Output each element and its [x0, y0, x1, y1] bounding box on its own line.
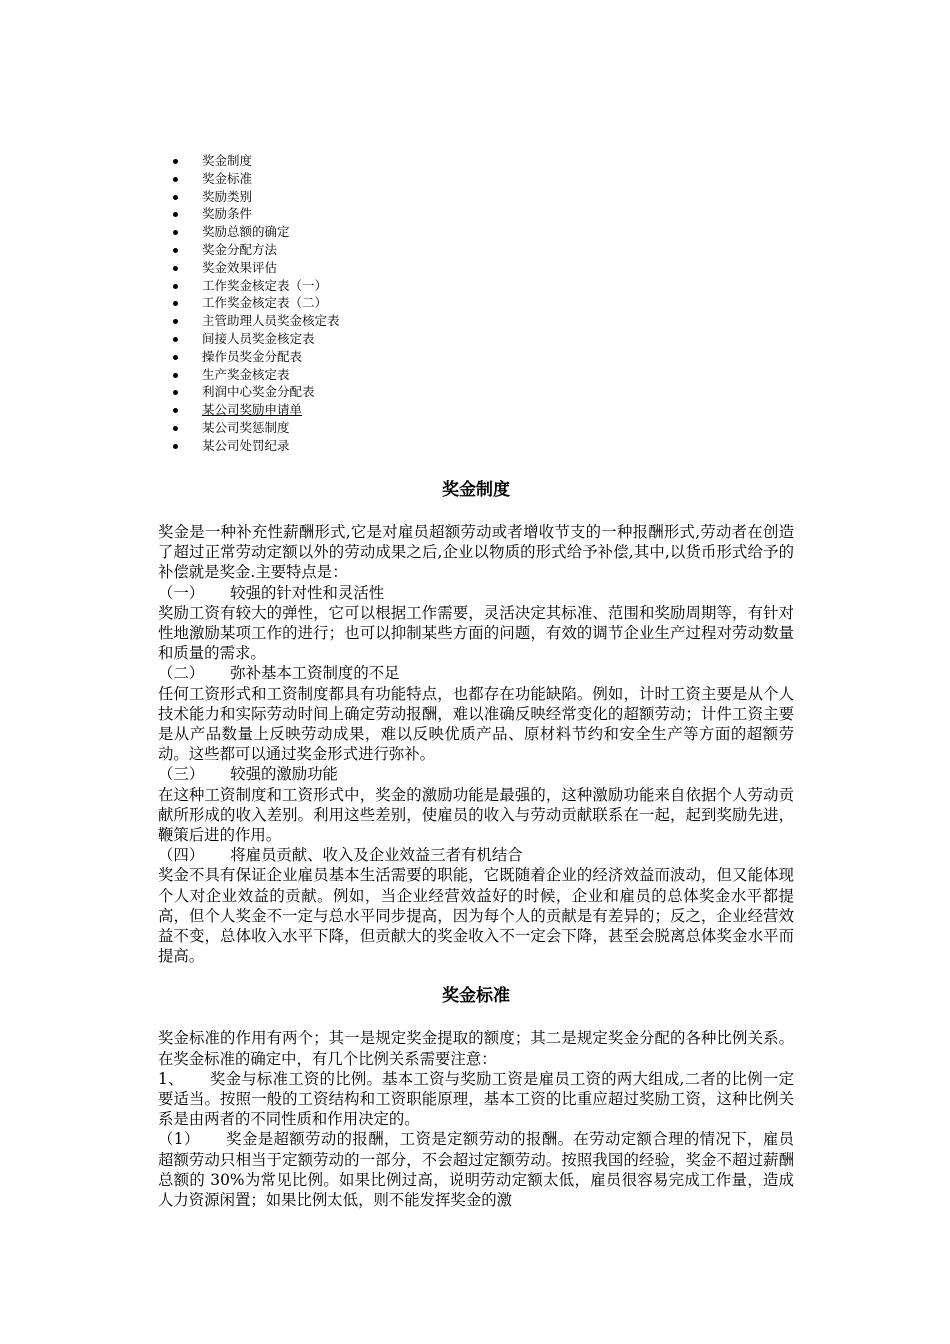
table-of-contents [172, 152, 340, 455]
paragraph: 在这种工资制度和工资形式中，奖金的激励功能是最强的，这种激励功能来自依据个人劳动贡献所形成的收入差别。利用这些差别，使雇员的收入与劳动贡献联系在一起，起到奖励先进，鞭策后进的作用。 [158, 785, 794, 845]
paragraph: 任何工资形式和工资制度都具有功能特点，也都存在功能缺陷。例如，计时工资主要是从个人技术能力和实际劳动时间上确定劳动报酬，难以准确反映经常变化的超额劳动；计件工资主要是从产品数量上反映劳动成果，难以反映优质产品、原材料节约和安全生产等方面的超额劳动。这些都可以通过奖金形式进行弥补。 [158, 684, 794, 764]
feature-number: （四） [158, 846, 205, 865]
numbered-paragraph [158, 1069, 794, 1130]
toc-item[interactable]: 间接人员奖金核定表 [172, 330, 340, 348]
item-number: 1、 [158, 1069, 184, 1088]
feature-heading [158, 764, 794, 784]
toc-item[interactable]: 生产奖金核定表 [172, 366, 340, 384]
paragraph: 奖金标准的作用有两个；其一是规定奖金提取的额度；其二是规定奖金分配的各种比例关系。在奖金标准的确定中，有几个比例关系需要注意： [158, 1029, 794, 1068]
toc-item[interactable]: 奖金标准 [172, 170, 340, 188]
paragraph: 奖金不具有保证企业雇员基本生活需要的职能，它既随着企业的经济效益而波动，但又能体现个人对企业效益的贡献。例如，当企业经营效益好的时候，企业和雇员的总体奖金水平都提高，但个人奖金不一定与总水平同步提高，因为每个人的贡献是有差异的；反之，企业经营效益不变，总体收入水平下降，但贡献大的奖金收入不一定会下降，甚至会脱离总体奖金水平而提高。 [158, 866, 794, 966]
item-body: 奖金与标准工资的比例。基本工资与奖励工资是雇员工资的两大组成,二者的比例一定要适当。按照一般的工资结构和工资职能原理，基本工资的比重应超过奖励工资，这种比例关系是由两者的不同性质和作用决定的。 [158, 1069, 794, 1129]
feature-number: （一） [158, 583, 205, 602]
feature-title: 较强的针对性和灵活性 [230, 583, 385, 602]
paragraph: 奖金是一种补充性薪酬形式,它是对雇员超额劳动或者增收节支的一种报酬形式,劳动者在创造了超过正常劳动定额以外的劳动成果之后,企业以物质的形式给予补偿,其中,以货币形式给予的补偿就是奖金.主要特点是： [158, 523, 794, 582]
item-body: 奖金是超额劳动的报酬，工资是定额劳动的报酬。在劳动定额合理的情况下，雇员超额劳动只相当于定额劳动的一部分，不会超过定额劳动。按照我国的经验，奖金不超过薪酬总额的 30%为常见比例。如果比例过高，说明劳动定额太低，雇员很容易完成工作量，造成人力资源闲置；如果比例太低，则不能发挥奖金的激 [158, 1130, 794, 1210]
toc-item[interactable]: 奖金效果评估 [172, 259, 340, 277]
item-number: （1） [158, 1130, 200, 1149]
feature-title: 弥补基本工资制度的不足 [230, 664, 400, 683]
toc-item[interactable]: 某公司奖惩制度 [172, 419, 340, 437]
toc-item[interactable]: 某公司处罚纪录 [172, 437, 340, 455]
feature-heading [158, 663, 794, 683]
numbered-paragraph [158, 1129, 794, 1210]
toc-item[interactable]: 操作员奖金分配表 [172, 348, 340, 366]
toc-item[interactable]: 工作奖金核定表（一） [172, 277, 340, 295]
feature-title: 较强的激励功能 [230, 765, 338, 784]
document-body [158, 478, 794, 1210]
toc-item-link[interactable]: 某公司奖励申请单 [172, 401, 340, 419]
toc-item[interactable]: 利润中心奖金分配表 [172, 383, 340, 401]
toc-item[interactable]: 奖励条件 [172, 205, 340, 223]
toc-item[interactable]: 奖励类别 [172, 188, 340, 206]
section-title-bonus-standard: 奖金标准 [442, 986, 510, 1007]
paragraph: 奖励工资有较大的弹性，它可以根据工作需要，灵活决定其标准、范围和奖励周期等，有针对性地激励某项工作的进行；也可以抑制某些方面的问题，有效的调节企业生产过程对劳动数量和质量的需求。 [158, 603, 794, 663]
toc-item[interactable]: 奖金制度 [172, 152, 340, 170]
toc-item[interactable]: 奖金分配方法 [172, 241, 340, 259]
section-title-bonus-system: 奖金制度 [442, 480, 510, 500]
toc-item[interactable]: 奖励总额的确定 [172, 223, 340, 241]
toc-item[interactable]: 工作奖金核定表（二） [172, 294, 340, 312]
feature-heading [158, 583, 794, 603]
feature-number: （二） [158, 664, 205, 683]
toc-item[interactable]: 主管助理人员奖金核定表 [172, 312, 340, 330]
feature-heading [158, 845, 794, 865]
feature-number: （三） [158, 765, 205, 784]
feature-title: 将雇员贡献、收入及企业效益三者有机结合 [230, 846, 523, 865]
